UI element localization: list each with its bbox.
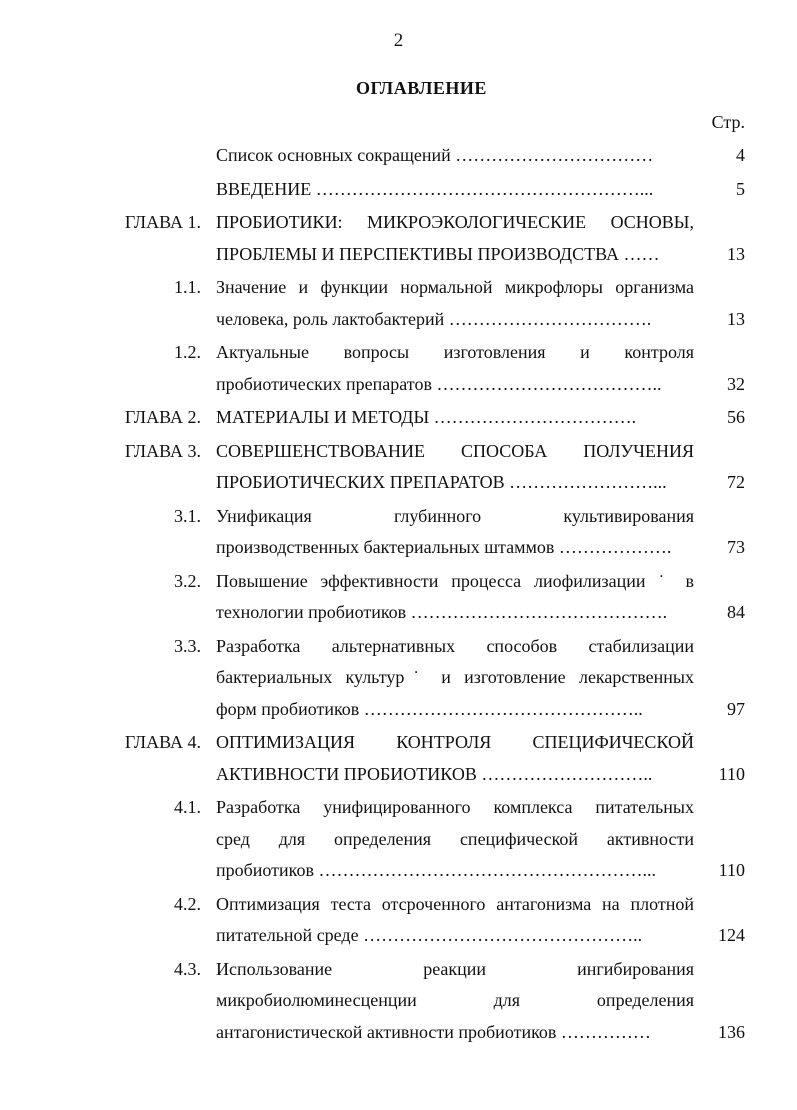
toc-page-number: 110	[718, 860, 745, 880]
toc-line	[0, 855, 797, 887]
toc-entry-text: ПРОБЛЕМЫ И ПЕРСПЕКТИВЫ ПРОИЗВОДСТВА ……	[216, 243, 660, 264]
toc-entry-text: производственных бактериальных штаммов ……………….	[216, 537, 672, 557]
toc-line	[0, 889, 797, 921]
toc-entry-text: человека, роль лактобактерий …………………………….	[216, 308, 652, 329]
page-number: 2	[393, 30, 404, 51]
toc-line	[0, 985, 797, 1017]
toc-line	[0, 239, 797, 271]
toc-page-number: 13	[727, 308, 745, 329]
toc-entry-text: Использование реакции ингибирования	[216, 958, 694, 979]
toc-entry-number: ГЛАВА 2.	[124, 407, 201, 427]
toc-entry-text: питательной среде ………………………………………..	[216, 925, 643, 945]
toc-page-number: 56	[727, 407, 745, 427]
toc-entry-text: Унификация глубинного культивирования	[216, 505, 694, 526]
toc-page-number: 4	[736, 145, 745, 165]
toc-page-number: 124	[718, 925, 745, 945]
toc-entry-text: Значение и функции нормальной микрофлоры организма	[216, 277, 694, 297]
toc-entry-text: технологии пробиотиков …………………………………….	[216, 602, 668, 622]
toc-page-number: 13	[727, 243, 745, 264]
toc-line	[0, 337, 797, 369]
page-column-header: Стр.	[711, 112, 745, 132]
toc-line	[0, 140, 797, 172]
toc-page-number: 5	[736, 178, 745, 199]
toc-entry-number: 3.1.	[174, 505, 201, 526]
toc-line	[0, 727, 797, 759]
toc-entry-number: 4.2.	[174, 893, 201, 914]
toc-entry-number: 3.2.	[174, 570, 201, 591]
toc-line	[0, 694, 797, 726]
toc-entry-text: МАТЕРИАЛЫ И МЕТОДЫ …………………………….	[216, 407, 637, 427]
toc-entry-text: СОВЕРШЕНСТВОВАНИЕ СПОСОБА ПОЛУЧЕНИЯ	[216, 440, 694, 461]
toc-entry-text: Актуальные вопросы изготовления и контроля	[216, 342, 694, 362]
toc-entry-text: ВВЕДЕНИЕ ………………………………………………...	[216, 178, 654, 199]
toc-entry-gap	[0, 1048, 797, 1050]
toc-entry-text: Оптимизация теста отсроченного антагонизма на плотной	[216, 893, 694, 914]
toc-entry-text: ПРОБИОТИКИ: МИКРОЭКОЛОГИЧЕСКИЕ ОСНОВЫ,	[216, 212, 694, 232]
toc-line	[0, 824, 797, 856]
toc-line	[0, 662, 797, 694]
toc-page-number: 72	[727, 472, 745, 492]
toc-entry-text: бактериальных культур˙ и изготовление лекарственных	[216, 667, 694, 687]
toc-line	[0, 1017, 797, 1049]
toc-entry-text: микробиолюминесценции для определения	[216, 990, 694, 1010]
toc-line	[0, 272, 797, 304]
toc-page-number: 73	[727, 537, 745, 557]
toc-line	[0, 207, 797, 239]
toc-entry-text: пробиотиков ………………………………………………...	[216, 860, 657, 880]
toc-page-number: 84	[727, 602, 745, 622]
toc-line	[0, 631, 797, 663]
toc-entry-text: Разработка унифицированного комплекса питательных	[216, 797, 694, 817]
toc-line	[0, 501, 797, 533]
toc-entry-number: 3.3.	[174, 635, 201, 656]
toc-entry-text: ПРОБИОТИЧЕСКИХ ПРЕПАРАТОВ ……………………...	[216, 472, 667, 492]
toc-entry-text: АКТИВНОСТИ ПРОБИОТИКОВ ………………………..	[216, 763, 653, 784]
toc-entry-text: пробиотических препаратов ………………………………..	[216, 373, 662, 394]
toc-line	[0, 920, 797, 952]
toc-line	[0, 174, 797, 206]
toc-page-number: 97	[727, 698, 745, 719]
toc-entry-number: 4.1.	[174, 797, 201, 817]
toc-entry-number: 4.3.	[174, 958, 201, 979]
toc-entry-text: Список основных сокращений ……………………………	[216, 145, 654, 165]
toc-entry-text: форм пробиотиков ………………………………………..	[216, 698, 643, 719]
toc-entry-text: сред для определения специфической активности	[216, 828, 694, 849]
toc-page-number: 136	[718, 1021, 745, 1042]
toc-line	[0, 436, 797, 468]
toc-line	[0, 304, 797, 336]
toc-entry-number: ГЛАВА 4.	[124, 732, 201, 752]
toc-line	[0, 792, 797, 824]
toc-line	[0, 759, 797, 791]
toc-line	[0, 402, 797, 434]
toc-page-number: 110	[718, 763, 745, 784]
toc-entry-number: ГЛАВА 3.	[124, 440, 201, 461]
toc-line	[0, 566, 797, 598]
page-title: ОГЛАВЛЕНИЕ	[356, 78, 487, 98]
toc-entry-text: антагонистической активности пробиотиков ……………	[216, 1021, 651, 1042]
toc-line	[0, 597, 797, 629]
toc-entry-number: 1.1.	[174, 277, 201, 297]
toc-line	[0, 467, 797, 499]
toc-line	[0, 369, 797, 401]
toc-entry-number: ГЛАВА 1.	[124, 212, 201, 232]
toc-page-number: 32	[727, 373, 745, 394]
toc-entry-text: ОПТИМИЗАЦИЯ КОНТРОЛЯ СПЕЦИФИЧЕСКОЙ	[216, 732, 694, 752]
toc-line	[0, 532, 797, 564]
table-of-contents	[0, 140, 797, 1050]
toc-entry-number: 1.2.	[174, 342, 201, 362]
toc-entry-text: Повышение эффективности процесса лиофилизации ˙ в	[216, 570, 694, 591]
toc-entry-text: Разработка альтернативных способов стабилизации	[216, 635, 694, 656]
toc-line	[0, 954, 797, 986]
